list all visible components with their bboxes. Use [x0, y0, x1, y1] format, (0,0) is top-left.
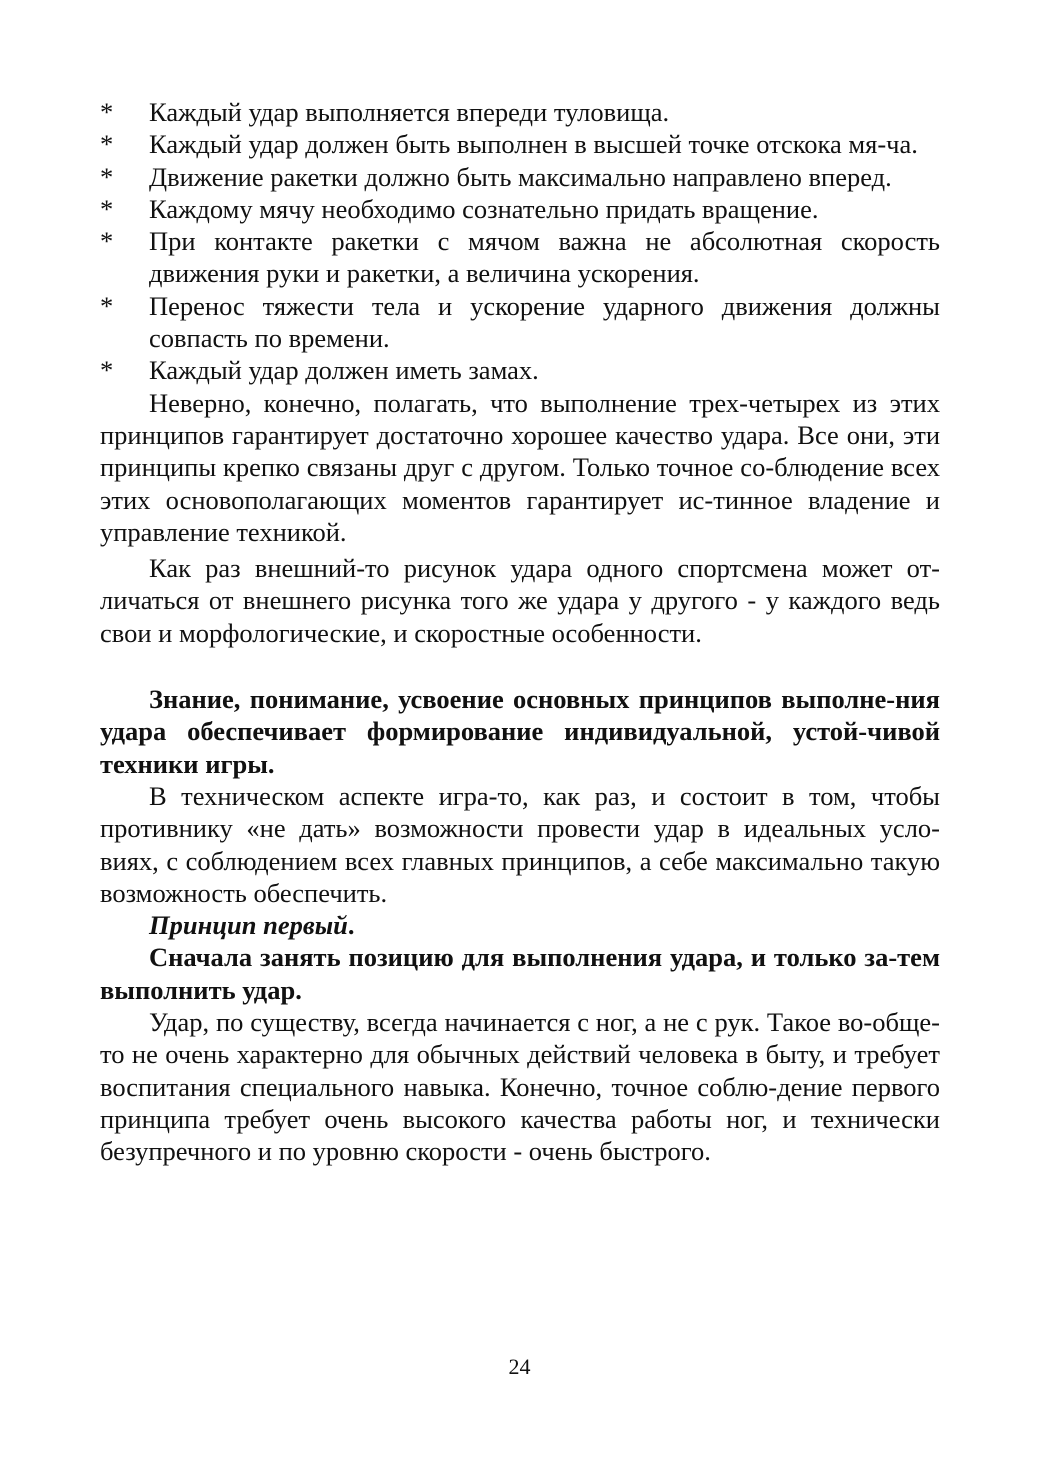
- list-item: [100, 128, 940, 160]
- page-number: 24: [508, 1354, 531, 1379]
- list-item-text: Каждый удар должен иметь замах.: [149, 355, 539, 386]
- list-item: [100, 225, 940, 290]
- principle-title-suffix: .: [347, 910, 355, 941]
- bullet-marker: *: [100, 97, 114, 127]
- list-item-text: Каждый удар должен быть выполнен в высшей точке отскока мя-ча.: [149, 129, 918, 160]
- paragraph-footwork: Удар, по существу, всегда начинается с ног, а не с рук. Такое во-обще-то не очень характерно для обычных действий человека в быту, и требует воспитания специального навыка. Конечно, точное соблю-дение первого принципа требует очень высокого качества работы ног, и технически безупречного и по уровню скорости - очень быстрого.: [100, 1007, 940, 1167]
- list-item: [100, 161, 940, 193]
- principle-title: Принцип первый: [149, 910, 348, 941]
- list-item-text: Движение ракетки должно быть максимально направлено вперед.: [149, 161, 892, 192]
- list-item: [100, 354, 940, 386]
- list-item: [100, 290, 940, 355]
- principles-list: [100, 96, 940, 387]
- bullet-marker: *: [100, 193, 114, 224]
- paragraph-principles-linked: Неверно, конечно, полагать, что выполнение трех-четырех из этих принципов гарантирует достаточно хорошее качество удара. Все они, эти принципы крепко связаны друг с другом. Только точное со-блюдение всех этих основополагающих моментов гарантирует ис-тинное владение и управление техникой.: [100, 387, 940, 547]
- list-item: [100, 193, 940, 225]
- list-item-text: Каждому мячу необходимо сознательно придать вращение.: [149, 193, 819, 224]
- bullet-marker: *: [100, 161, 114, 192]
- principle-heading: [100, 909, 940, 941]
- list-item-text: Перенос тяжести тела и ускорение ударного движения должны совпасть по времени.: [149, 290, 940, 354]
- paragraph-external-pattern: Как раз внешний-то рисунок удара одного спортсмена может от-личаться от внешнего рисунка того же удара у другого - у каждого ведь свои и морфологические, и скоростные особенности.: [100, 553, 940, 648]
- bullet-marker: *: [100, 290, 114, 321]
- bullet-marker: *: [100, 226, 114, 257]
- list-item-text: При контакте ракетки с мячом важна не абсолютная скорость движения руки и ракетки, а величина ускорения.: [149, 226, 940, 289]
- bold-statement: Знание, понимание, усвоение основных принципов выполне-ния удара обеспечивает формирование индивидуальной, устой-чивой техники игры.: [100, 684, 940, 779]
- principle-statement: Сначала занять позицию для выполнения удара, и только за-тем выполнить удар.: [100, 942, 940, 1005]
- page-body: [100, 96, 940, 1168]
- bullet-marker: *: [100, 129, 114, 160]
- paragraph-technical-aspect: В техническом аспекте игра-то, как раз, и состоит в том, чтобы противнику «не дать» возможности провести удар в идеальных усло-виях, с соблюдением всех главных принципов, а себе максимально такую возможность обеспечить.: [100, 780, 940, 908]
- list-item: [100, 96, 940, 128]
- list-item-text: Каждый удар выполняется впереди туловища.: [149, 97, 670, 127]
- bullet-marker: *: [100, 355, 114, 386]
